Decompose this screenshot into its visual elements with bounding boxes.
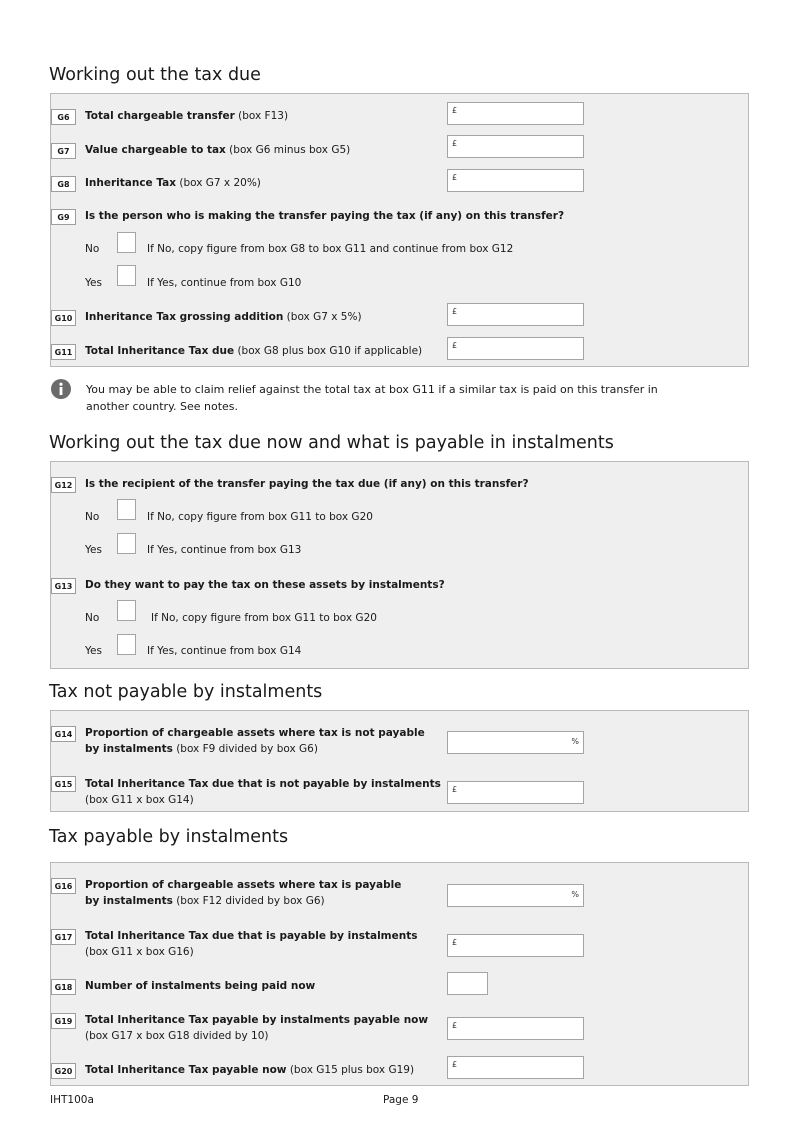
box-tag-g9: G9 [51,209,76,225]
info-icon [51,379,71,399]
currency-symbol: £ [452,1021,458,1030]
g9-question: Is the person who is making the transfer paying the tax (if any) on this transfer? [85,210,565,222]
g7-label: Value chargeable to tax (box G6 minus box G5) [85,144,351,156]
g16-percentage-field[interactable] [447,884,584,907]
g9-no-checkbox[interactable] [117,232,136,253]
box-tag-g6: G6 [51,109,76,125]
footer-page-number: Page 9 [383,1094,419,1106]
section-title-tax-due-now: Working out the tax due now and what is payable in instalments [49,433,614,453]
box-tag-g12: G12 [51,477,76,493]
g12-no-note: If No, copy figure from box G11 to box G20 [147,511,373,523]
info-note-line1: You may be able to claim relief against the total tax at box G11 if a similar tax is paid on this transfer in [86,383,658,396]
footer-form-id: IHT100a [50,1094,94,1106]
g12-yes-note: If Yes, continue from box G13 [147,544,302,556]
g19-amount-field[interactable] [447,1017,584,1040]
currency-symbol: £ [452,173,458,182]
box-tag-g11: G11 [51,344,76,360]
g14-percentage-field[interactable] [447,731,584,754]
currency-symbol: £ [452,341,458,350]
section-title-working-out-tax: Working out the tax due [49,65,261,85]
g9-no-note: If No, copy figure from box G8 to box G11 and continue from box G12 [147,243,514,255]
percent-symbol: % [571,737,579,746]
percent-symbol: % [571,890,579,899]
box-tag-g15: G15 [51,776,76,792]
g11-label: Total Inheritance Tax due (box G8 plus box G10 if applicable) [85,345,423,357]
g16-label: Proportion of chargeable assets where tax is payable by instalments (box F12 divided by box G6) [85,879,402,907]
g15-amount-field[interactable] [447,781,584,804]
g12-yes-label: Yes [85,544,102,556]
currency-symbol: £ [452,106,458,115]
g8-amount-field[interactable] [447,169,584,192]
g12-yes-checkbox[interactable] [117,533,136,554]
g18-count-field[interactable] [447,972,488,995]
box-tag-g19: G19 [51,1013,76,1029]
g6-label: Total chargeable transfer (box F13) [85,110,289,122]
g13-no-label: No [85,612,100,624]
g10-amount-field[interactable] [447,303,584,326]
info-note [86,381,658,415]
box-tag-g14: G14 [51,726,76,742]
g9-yes-label: Yes [85,277,102,289]
box-tag-g17: G17 [51,929,76,945]
box-tag-g18: G18 [51,979,76,995]
g13-no-checkbox[interactable] [117,600,136,621]
currency-symbol: £ [452,307,458,316]
panel-working-out-tax [50,93,749,367]
section-title-by-instalments: Tax payable by instalments [49,827,289,847]
panel-by-instalments [50,862,749,1086]
box-tag-g8: G8 [51,176,76,192]
currency-symbol: £ [452,938,458,947]
g12-no-checkbox[interactable] [117,499,136,520]
g9-yes-checkbox[interactable] [117,265,136,286]
g13-yes-checkbox[interactable] [117,634,136,655]
currency-symbol: £ [452,785,458,794]
box-tag-g16: G16 [51,878,76,894]
box-tag-g20: G20 [51,1063,76,1079]
g17-label: Total Inheritance Tax due that is payable by instalments (box G11 x box G16) [85,930,418,958]
g6-amount-field[interactable] [447,102,584,125]
g12-no-label: No [85,511,100,523]
panel-tax-due-now [50,461,749,669]
g20-label: Total Inheritance Tax payable now (box G15 plus box G19) [85,1064,415,1076]
g12-question: Is the recipient of the transfer paying the tax due (if any) on this transfer? [85,478,529,490]
currency-symbol: £ [452,139,458,148]
section-title-not-by-instalments: Tax not payable by instalments [49,682,323,702]
g13-no-note: If No, copy figure from box G11 to box G20 [151,612,377,624]
info-note-line2: another country. See notes. [86,400,239,413]
g13-yes-note: If Yes, continue from box G14 [147,645,302,657]
g19-label: Total Inheritance Tax payable by instalments payable now (box G17 x box G18 divided by 10) [85,1014,429,1042]
g20-amount-field[interactable] [447,1056,584,1079]
g8-label: Inheritance Tax (box G7 x 20%) [85,177,261,189]
g15-label: Total Inheritance Tax due that is not payable by instalments (box G11 x box G14) [85,778,441,806]
g9-no-label: No [85,243,100,255]
g9-yes-note: If Yes, continue from box G10 [147,277,302,289]
g7-amount-field[interactable] [447,135,584,158]
box-tag-g13: G13 [51,578,76,594]
g18-label: Number of instalments being paid now [85,980,316,992]
g10-label: Inheritance Tax grossing addition (box G7 x 5%) [85,311,362,323]
g17-amount-field[interactable] [447,934,584,957]
box-tag-g7: G7 [51,143,76,159]
g13-question: Do they want to pay the tax on these assets by instalments? [85,579,445,591]
g13-yes-label: Yes [85,645,102,657]
box-tag-g10: G10 [51,310,76,326]
g14-label: Proportion of chargeable assets where tax is not payable by instalments (box F9 divided by box G6) [85,727,425,755]
currency-symbol: £ [452,1060,458,1069]
g11-amount-field[interactable] [447,337,584,360]
panel-not-by-instalments [50,710,749,812]
